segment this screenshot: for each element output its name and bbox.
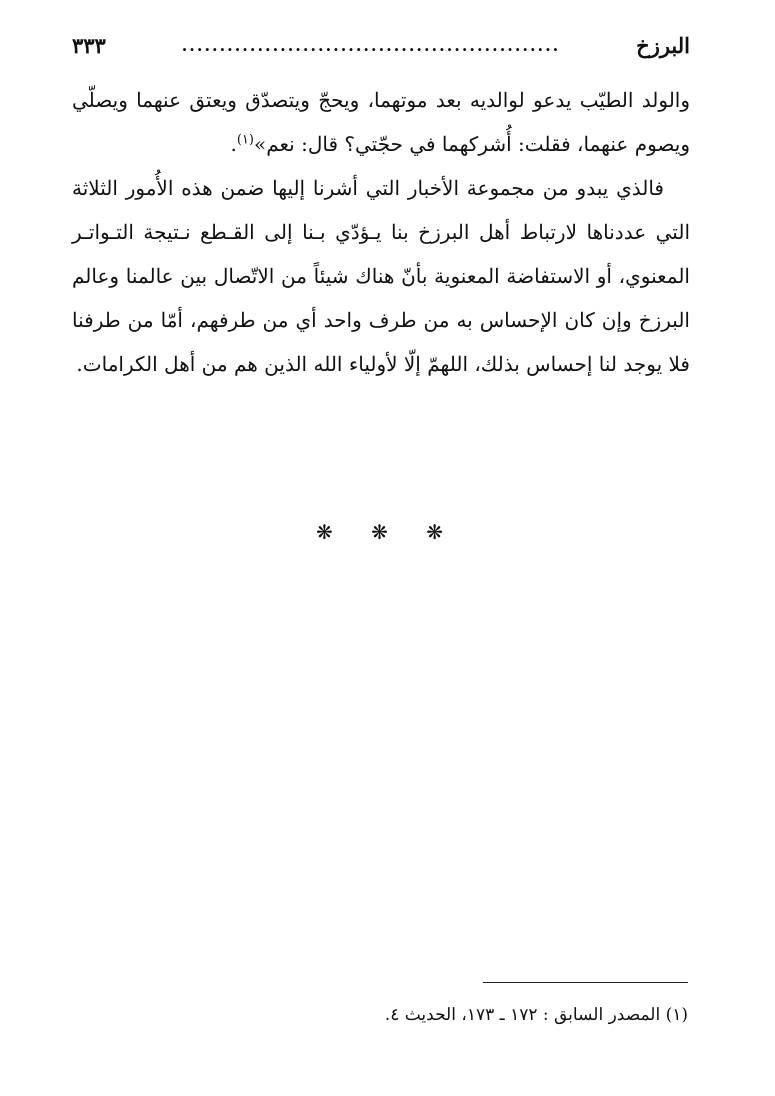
footnote-reference[interactable]: (١) <box>236 132 254 148</box>
paragraph-1-text: والولد الطيّب يدعو لوالديه بعد موتهما، ويحجّ ويتصدّق ويعتق عنهما ويصلّي ويصوم عنهما، فقلت: أُشركهما في حجّتي؟ قال: نعم» <box>72 88 690 156</box>
body-text <box>72 78 690 386</box>
page-number: ٣٣٣ <box>72 33 106 58</box>
paragraph-1-end: . <box>230 132 237 156</box>
paragraph-1 <box>72 78 690 166</box>
paragraph-2-text: فالذي يبدو من مجموعة الأخبار التي أشرنا إليها ضمن هذه الأُمور الثلاثة التي عددناها لارتباط أهل البرزخ بنا يـؤدّي بـنا إلى القـطع نـتيجة التـواتـر المعنوي، أو الاستفاضة المعنوية بأنّ هناك شيئاً من الاتّصال بين عالمنا وعالم البرزخ وإن كان الإحساس به من طرف واحد أي من طرفهم، أمّا من طرفنا فلا يوجد لنا إحساس بذلك، اللهمّ إلّا لأولياء الله الذين هم من أهل الكرامات. <box>72 176 690 376</box>
running-title: البرزخ <box>636 33 690 58</box>
footnote-separator <box>483 982 688 983</box>
footnote: (١) المصدر السابق : ١٧٢ ـ ١٧٣، الحديث ٤. <box>384 1005 688 1025</box>
paragraph-2 <box>72 166 690 386</box>
dot-leader: .................................................. <box>181 36 561 55</box>
running-head <box>72 30 690 62</box>
section-divider-ornament: ❋ ❋ ❋ <box>316 520 459 544</box>
